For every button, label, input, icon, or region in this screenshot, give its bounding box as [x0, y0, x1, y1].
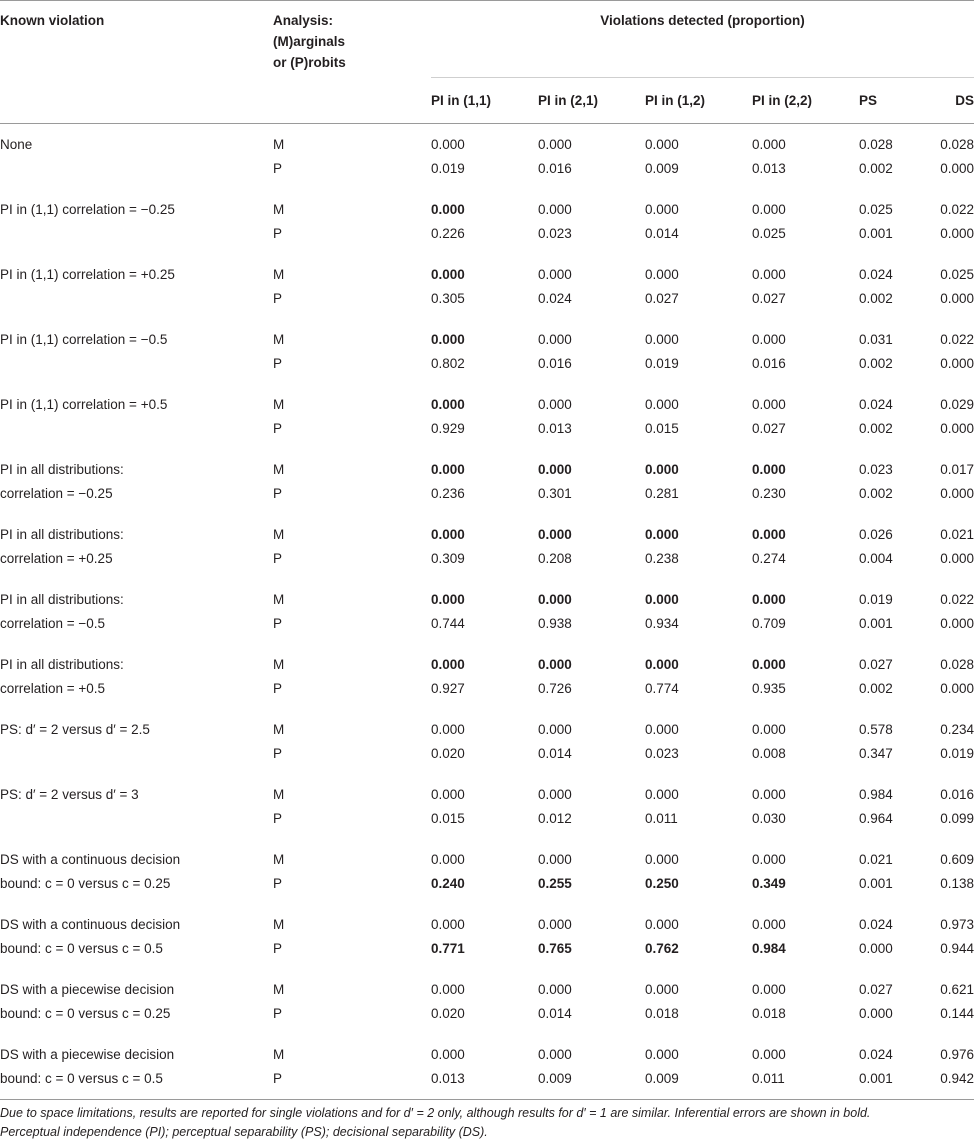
value-cell: 0.000	[752, 267, 786, 282]
value-cell: 0.984	[859, 787, 893, 802]
known-violation-label: PI in (1,1) correlation = +0.5	[0, 397, 168, 412]
header-known-violation: Known violation	[0, 13, 105, 28]
value-cell: 0.024	[538, 291, 572, 306]
table-row	[0, 904, 974, 937]
known-violation-label: PS: d′ = 2 versus d′ = 3	[0, 787, 139, 802]
value-cell: 0.000	[538, 332, 572, 347]
value-cell: 0.942	[940, 1071, 974, 1086]
value-cell: 0.000	[752, 527, 786, 542]
header-violations-detected: Violations detected (proportion)	[600, 13, 805, 28]
value-cell: 0.000	[940, 356, 974, 371]
analysis-code: M	[273, 917, 285, 932]
value-cell: 0.000	[940, 421, 974, 436]
known-violation-label: correlation = +0.25	[0, 551, 113, 566]
value-cell: 0.000	[752, 397, 786, 412]
value-cell: 0.238	[645, 551, 679, 566]
value-cell: 0.000	[645, 657, 679, 672]
value-cell: 0.021	[859, 852, 893, 867]
value-cell: 0.028	[940, 137, 974, 152]
value-cell: 0.025	[752, 226, 786, 241]
value-cell: 0.301	[538, 486, 572, 501]
value-cell: 0.309	[431, 551, 465, 566]
value-cell: 0.000	[645, 527, 679, 542]
value-cell: 0.024	[859, 1047, 893, 1062]
value-cell: 0.255	[538, 876, 572, 891]
value-cell: 0.020	[431, 746, 465, 761]
value-cell: 0.000	[752, 657, 786, 672]
known-violation-label: DS with a continuous decision	[0, 917, 181, 932]
header-analysis-line: (M)arginals	[273, 34, 346, 49]
value-cell: 0.024	[859, 917, 893, 932]
table-row	[0, 644, 974, 677]
known-violation-cell	[0, 514, 273, 579]
value-cell: 0.017	[940, 462, 974, 477]
value-cell: 0.014	[538, 1006, 572, 1021]
analysis-code: P	[273, 616, 283, 631]
value-cell: 0.774	[645, 681, 679, 696]
known-violation-cell	[0, 579, 273, 644]
value-cell: 0.208	[538, 551, 572, 566]
value-cell: 0.026	[859, 527, 893, 542]
analysis-code: P	[273, 876, 283, 891]
known-violation-label: bound: c = 0 versus c = 0.25	[0, 876, 171, 891]
known-violation-cell	[0, 319, 273, 384]
value-cell: 0.000	[431, 982, 465, 997]
known-violation-label: correlation = +0.5	[0, 681, 106, 696]
value-cell: 0.000	[538, 657, 572, 672]
value-cell: 0.000	[431, 722, 465, 737]
value-cell: 0.000	[431, 202, 465, 217]
value-cell: 0.234	[940, 722, 974, 737]
value-cell: 0.000	[538, 462, 572, 477]
analysis-code: P	[273, 811, 283, 826]
value-cell: 0.099	[940, 811, 974, 826]
value-cell: 0.031	[859, 332, 893, 347]
table-row	[0, 1034, 974, 1067]
table-row	[0, 189, 974, 222]
footnote	[0, 1099, 974, 1142]
value-cell: 0.025	[940, 267, 974, 282]
value-cell: 0.023	[859, 462, 893, 477]
analysis-code: M	[273, 657, 285, 672]
col-ds: DS	[935, 78, 974, 124]
value-cell: 0.016	[940, 787, 974, 802]
value-cell: 0.000	[431, 1047, 465, 1062]
value-cell: 0.020	[431, 1006, 465, 1021]
analysis-code: M	[273, 267, 285, 282]
value-cell: 0.000	[940, 226, 974, 241]
value-cell: 0.347	[859, 746, 893, 761]
value-cell: 0.002	[859, 421, 893, 436]
table-body	[0, 124, 974, 1100]
value-cell: 0.000	[752, 722, 786, 737]
value-cell: 0.984	[752, 941, 786, 956]
value-cell: 0.000	[431, 267, 465, 282]
analysis-code: P	[273, 1071, 283, 1086]
value-cell: 0.000	[752, 787, 786, 802]
analysis-code: M	[273, 202, 285, 217]
value-cell: 0.013	[752, 161, 786, 176]
value-cell: 0.014	[645, 226, 679, 241]
value-cell: 0.016	[752, 356, 786, 371]
value-cell: 0.935	[752, 681, 786, 696]
value-cell: 0.000	[645, 787, 679, 802]
known-violation-label: DS with a continuous decision	[0, 852, 181, 867]
value-cell: 0.000	[940, 616, 974, 631]
analysis-code: P	[273, 226, 283, 241]
value-cell: 0.000	[859, 1006, 893, 1021]
value-cell: 0.944	[940, 941, 974, 956]
value-cell: 0.000	[538, 527, 572, 542]
value-cell: 0.001	[859, 226, 893, 241]
value-cell: 0.001	[859, 1071, 893, 1086]
value-cell: 0.709	[752, 616, 786, 631]
value-cell: 0.029	[940, 397, 974, 412]
value-cell: 0.138	[940, 876, 974, 891]
value-cell: 0.002	[859, 356, 893, 371]
value-cell: 0.000	[645, 917, 679, 932]
value-cell: 0.002	[859, 681, 893, 696]
col-pi-21: PI in (2,1)	[538, 78, 645, 124]
value-cell: 0.000	[752, 852, 786, 867]
table-row	[0, 124, 974, 158]
analysis-code: M	[273, 332, 285, 347]
analysis-code: M	[273, 137, 285, 152]
value-cell: 0.013	[538, 421, 572, 436]
analysis-code: M	[273, 982, 285, 997]
value-cell: 0.016	[538, 161, 572, 176]
value-cell: 0.000	[538, 1047, 572, 1062]
value-cell: 0.030	[752, 811, 786, 826]
known-violation-cell	[0, 254, 273, 319]
value-cell: 0.000	[645, 267, 679, 282]
value-cell: 0.744	[431, 616, 465, 631]
known-violation-label: PI in all distributions:	[0, 527, 124, 542]
value-cell: 0.000	[538, 722, 572, 737]
value-cell: 0.009	[645, 1071, 679, 1086]
value-cell: 0.621	[940, 982, 974, 997]
value-cell: 0.019	[645, 356, 679, 371]
value-cell: 0.024	[859, 267, 893, 282]
value-cell: 0.000	[940, 551, 974, 566]
value-cell: 0.000	[538, 592, 572, 607]
table-row	[0, 254, 974, 287]
value-cell: 0.011	[752, 1071, 785, 1086]
value-cell: 0.002	[859, 291, 893, 306]
known-violation-label: DS with a piecewise decision	[0, 1047, 175, 1062]
analysis-code: P	[273, 421, 283, 436]
value-cell: 0.000	[645, 202, 679, 217]
value-cell: 0.018	[645, 1006, 679, 1021]
known-violation-label: bound: c = 0 versus c = 0.25	[0, 1006, 171, 1021]
value-cell: 0.000	[645, 592, 679, 607]
value-cell: 0.281	[645, 486, 679, 501]
value-cell: 0.000	[538, 917, 572, 932]
value-cell: 0.013	[431, 1071, 465, 1086]
value-cell: 0.011	[645, 811, 678, 826]
analysis-code: M	[273, 852, 285, 867]
value-cell: 0.009	[538, 1071, 572, 1086]
known-violation-cell	[0, 969, 273, 1034]
value-cell: 0.008	[752, 746, 786, 761]
analysis-code: P	[273, 746, 283, 761]
value-cell: 0.000	[752, 202, 786, 217]
value-cell: 0.000	[645, 332, 679, 347]
value-cell: 0.000	[859, 941, 893, 956]
value-cell: 0.000	[645, 137, 679, 152]
value-cell: 0.027	[645, 291, 679, 306]
table-row	[0, 774, 974, 807]
value-cell: 0.726	[538, 681, 572, 696]
value-cell: 0.236	[431, 486, 465, 501]
value-cell: 0.022	[940, 332, 974, 347]
value-cell: 0.000	[431, 527, 465, 542]
value-cell: 0.000	[940, 161, 974, 176]
value-cell: 0.000	[645, 852, 679, 867]
known-violation-label: PI in (1,1) correlation = −0.5	[0, 332, 168, 347]
value-cell: 0.002	[859, 486, 893, 501]
value-cell: 0.012	[538, 811, 572, 826]
value-cell: 0.000	[940, 291, 974, 306]
table-row	[0, 514, 974, 547]
known-violation-label: PI in (1,1) correlation = +0.25	[0, 267, 175, 282]
value-cell: 0.000	[431, 787, 465, 802]
value-cell: 0.022	[940, 202, 974, 217]
known-violation-cell	[0, 904, 273, 969]
table-row	[0, 449, 974, 482]
known-violation-label: PS: d′ = 2 versus d′ = 2.5	[0, 722, 150, 737]
table-row	[0, 969, 974, 1002]
value-cell: 0.015	[431, 811, 465, 826]
analysis-code: P	[273, 551, 283, 566]
value-cell: 0.609	[940, 852, 974, 867]
value-cell: 0.964	[859, 811, 893, 826]
analysis-code: M	[273, 462, 285, 477]
table-row	[0, 839, 974, 872]
value-cell: 0.027	[752, 421, 786, 436]
value-cell: 0.762	[645, 941, 679, 956]
known-violation-cell	[0, 449, 273, 514]
value-cell: 0.000	[940, 681, 974, 696]
value-cell: 0.000	[645, 722, 679, 737]
value-cell: 0.001	[859, 616, 893, 631]
known-violation-label: PI in all distributions:	[0, 657, 124, 672]
column-header-row	[0, 78, 974, 124]
value-cell: 0.000	[431, 592, 465, 607]
analysis-code: P	[273, 486, 283, 501]
value-cell: 0.000	[538, 787, 572, 802]
col-pi-22: PI in (2,2)	[752, 78, 859, 124]
analysis-code: P	[273, 681, 283, 696]
value-cell: 0.024	[859, 397, 893, 412]
col-pi-12: PI in (1,2)	[645, 78, 752, 124]
value-cell: 0.027	[859, 657, 893, 672]
value-cell: 0.240	[431, 876, 465, 891]
value-cell: 0.000	[538, 852, 572, 867]
value-cell: 0.938	[538, 616, 572, 631]
value-cell: 0.000	[538, 982, 572, 997]
known-violation-cell	[0, 189, 273, 254]
value-cell: 0.305	[431, 291, 465, 306]
col-ps: PS	[859, 78, 935, 124]
value-cell: 0.226	[431, 226, 465, 241]
value-cell: 0.023	[538, 226, 572, 241]
value-cell: 0.000	[538, 267, 572, 282]
value-cell: 0.018	[752, 1006, 786, 1021]
value-cell: 0.019	[859, 592, 893, 607]
value-cell: 0.000	[752, 1047, 786, 1062]
value-cell: 0.927	[431, 681, 465, 696]
value-cell: 0.230	[752, 486, 786, 501]
value-cell: 0.349	[752, 876, 786, 891]
value-cell: 0.000	[431, 462, 465, 477]
known-violation-cell	[0, 774, 273, 839]
col-pi-11: PI in (1,1)	[431, 78, 538, 124]
value-cell: 0.027	[752, 291, 786, 306]
header-analysis-line: or (P)robits	[273, 55, 346, 70]
value-cell: 0.028	[859, 137, 893, 152]
value-cell: 0.000	[431, 852, 465, 867]
known-violation-cell	[0, 839, 273, 904]
value-cell: 0.000	[431, 332, 465, 347]
value-cell: 0.014	[538, 746, 572, 761]
value-cell: 0.771	[431, 941, 465, 956]
value-cell: 0.000	[645, 982, 679, 997]
table-row	[0, 579, 974, 612]
value-cell: 0.000	[645, 397, 679, 412]
value-cell: 0.000	[538, 137, 572, 152]
value-cell: 0.028	[940, 657, 974, 672]
table-row	[0, 709, 974, 742]
known-violation-label: correlation = −0.5	[0, 616, 106, 631]
analysis-code: M	[273, 1047, 285, 1062]
table-row	[0, 384, 974, 417]
known-violation-label: bound: c = 0 versus c = 0.5	[0, 941, 163, 956]
footnote-line: Due to space limitations, results are reported for single violations and for d′ = 2 only, although results for d′ = 1 are similar. Inferential errors are shown in bold.	[0, 1106, 871, 1120]
value-cell: 0.025	[859, 202, 893, 217]
known-violation-label: PI in (1,1) correlation = −0.25	[0, 202, 175, 217]
known-violation-label: correlation = −0.25	[0, 486, 113, 501]
known-violation-cell	[0, 384, 273, 449]
value-cell: 0.802	[431, 356, 465, 371]
value-cell: 0.000	[645, 462, 679, 477]
value-cell: 0.019	[431, 161, 465, 176]
analysis-code: P	[273, 941, 283, 956]
header-analysis-line: Analysis:	[273, 13, 334, 28]
value-cell: 0.250	[645, 876, 679, 891]
value-cell: 0.973	[940, 917, 974, 932]
value-cell: 0.000	[431, 397, 465, 412]
value-cell: 0.002	[859, 161, 893, 176]
value-cell: 0.000	[752, 982, 786, 997]
value-cell: 0.019	[940, 746, 974, 761]
known-violation-label: DS with a piecewise decision	[0, 982, 175, 997]
value-cell: 0.000	[752, 592, 786, 607]
value-cell: 0.009	[645, 161, 679, 176]
value-cell: 0.021	[940, 527, 974, 542]
value-cell: 0.000	[752, 462, 786, 477]
value-cell: 0.000	[538, 202, 572, 217]
value-cell: 0.001	[859, 876, 893, 891]
value-cell: 0.000	[431, 657, 465, 672]
value-cell: 0.934	[645, 616, 679, 631]
value-cell: 0.000	[940, 486, 974, 501]
value-cell: 0.027	[859, 982, 893, 997]
analysis-code: M	[273, 397, 285, 412]
header-analysis	[273, 1, 431, 78]
value-cell: 0.000	[431, 917, 465, 932]
table-row	[0, 319, 974, 352]
analysis-code: M	[273, 722, 285, 737]
value-cell: 0.000	[538, 397, 572, 412]
value-cell: 0.016	[538, 356, 572, 371]
value-cell: 0.022	[940, 592, 974, 607]
known-violation-cell	[0, 1034, 273, 1099]
analysis-code: P	[273, 291, 283, 306]
value-cell: 0.274	[752, 551, 786, 566]
value-cell: 0.765	[538, 941, 572, 956]
known-violation-label: None	[0, 137, 33, 152]
value-cell: 0.004	[859, 551, 893, 566]
value-cell: 0.000	[752, 332, 786, 347]
value-cell: 0.929	[431, 421, 465, 436]
value-cell: 0.015	[645, 421, 679, 436]
footnote-line: Perceptual independence (PI); perceptual separability (PS); decisional separability (DS).	[0, 1125, 488, 1139]
value-cell: 0.023	[645, 746, 679, 761]
known-violation-label: bound: c = 0 versus c = 0.5	[0, 1071, 163, 1086]
known-violation-label: PI in all distributions:	[0, 462, 124, 477]
value-cell: 0.000	[752, 137, 786, 152]
analysis-code: P	[273, 356, 283, 371]
value-cell: 0.000	[752, 917, 786, 932]
analysis-code: M	[273, 527, 285, 542]
analysis-code: M	[273, 787, 285, 802]
known-violation-cell	[0, 709, 273, 774]
analysis-code: P	[273, 161, 283, 176]
value-cell: 0.976	[940, 1047, 974, 1062]
known-violation-cell	[0, 644, 273, 709]
value-cell: 0.000	[431, 137, 465, 152]
header-row	[0, 1, 974, 78]
value-cell: 0.144	[940, 1006, 974, 1021]
analysis-code: P	[273, 1006, 283, 1021]
analysis-code: M	[273, 592, 285, 607]
known-violation-label: PI in all distributions:	[0, 592, 124, 607]
value-cell: 0.000	[645, 1047, 679, 1062]
value-cell: 0.578	[859, 722, 893, 737]
known-violation-cell	[0, 124, 273, 190]
